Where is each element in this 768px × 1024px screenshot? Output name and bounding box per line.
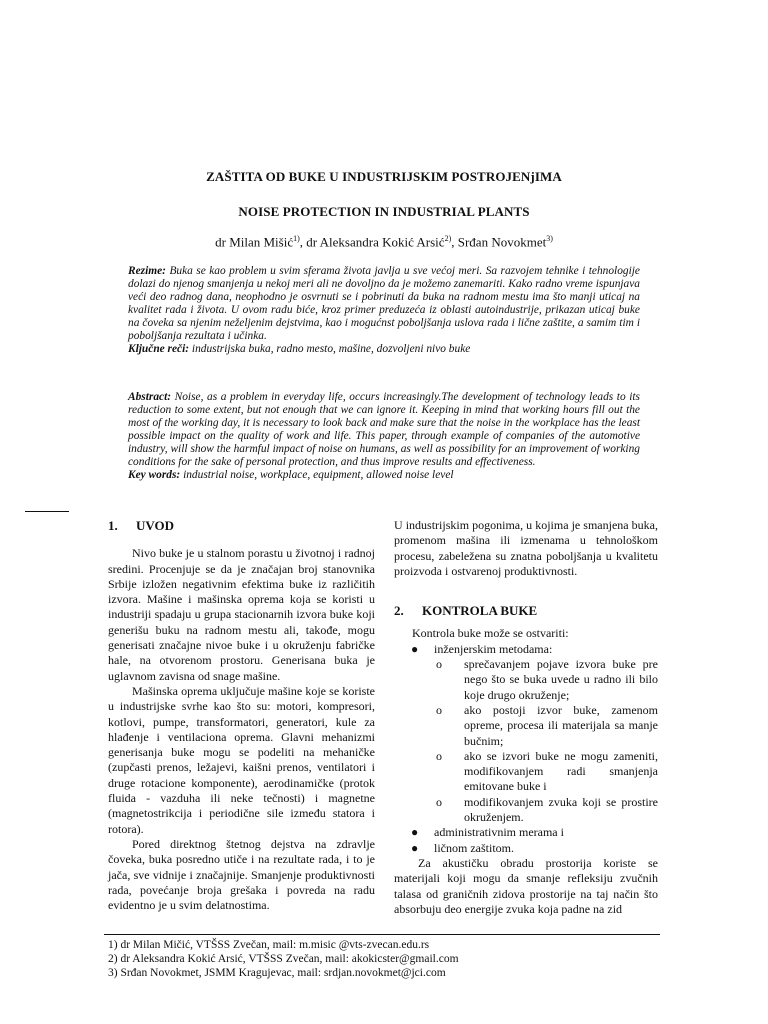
sub-list <box>438 657 658 825</box>
title-english: NOISE PROTECTION IN INDUSTRIAL PLANTS <box>238 204 530 219</box>
author-2: , dr Aleksandra Kokić Arsić <box>299 234 445 250</box>
right-column <box>394 518 658 917</box>
footnote-1: 1) dr Milan Mičić, VTŠSS Zvečan, mail: m.misic @vts-zvecan.edu.rs <box>108 939 430 951</box>
footnote-3: 3) Srđan Novokmet, JSMM Kragujevac, mail: srdjan.novokmet@jci.com <box>108 967 446 979</box>
intro-paragraph-2: Mašinska oprema uključuje mašine koje se koriste u industrijske svrhe kao što su: motori, kompresori, kotlovi, pumpe, transformatori, generatori, kule za hlađenje i ventilaciona oprema. Glavni mehanizmi generisanja buke mogu se podeliti na mehaničke (zupčasti prenos, ležajevi, kaišni prenos, ventilatori i druge rotacione komponente), aerodinamičke (protok fluida - vazduha ili neke tečnosti) i magnetne (magnetostrikcija i periodične sile između statora i rotora). <box>108 683 375 836</box>
sub-item-text: ako se izvori buke ne mogu zameniti, modifikovanjem radi smanjenja emitovane buke i <box>464 748 658 794</box>
author-1-note: 1) <box>293 234 300 243</box>
section-1-number: 1. <box>108 518 118 533</box>
circle-bullet-icon: o <box>436 702 442 717</box>
acoustic-paragraph: Za akustičku obradu prostorija koriste se materijali koji mogu da smanje refleksiju zvučnih talasa od graničnih zidova prostorije na taj način što absorbuju deo energije zvuka koja padne na zid <box>394 855 658 916</box>
section-1-heading <box>108 518 375 533</box>
sub-list-item <box>438 657 658 703</box>
bullet-1-text: inženjerskim metodama: <box>434 641 553 656</box>
rezime-text: Buka se kao problem u svim sferama života javlja u sve većoj meri. Sa razvojem tehnike i tehnologije dolazi do njenog smanjenja u nekoj meri ali ne dovoljno da je možemo zanemariti. Kako radno vreme ispunjava veći deo radnog dana, neophodno je osvrnuti se i pobrinuti da buka na radnom mestu ima što manji uticaj na kvalitet rada i života. U ovom radu biće, kroz primer preduzeća iz oblasti autoindustrije, prikazan uticaj buke na čoveka sa njenim neželjenim dejstvima, kao i mogućnst poboljšanja uslova rada i lične zaštite, a samim tim i poboljšanja rezultata i učinka. <box>128 265 640 342</box>
sub-list-item <box>438 749 658 795</box>
abstract-label: Abstract: <box>128 391 172 403</box>
author-3: , Srđan Novokmet <box>451 234 547 250</box>
sub-item-text: sprečavanjem pojave izvora buke pre nego što se buka uvede u radno ili bilo koje drugo okruženje; <box>464 657 658 702</box>
bullet-icon: ● <box>411 825 419 840</box>
author-1: dr Milan Mišić <box>215 234 294 250</box>
kontrola-list <box>394 642 658 856</box>
footnote-2: 2) dr Aleksandra Kokić Arsić, VTŠSS Zvečan, mail: akokicster@gmail.com <box>108 953 459 965</box>
intro-paragraph-3: Pored direktnog štetnog dejstva na zdravlje čoveka, buka posredno utiče i na rezultate rada, i to je jača, sve vidnije i značajnije. Smanjenje produktivnosti rada, povećanje broja grešaka i povreda na radu evidentno je u svim delatnostima. <box>108 836 375 913</box>
abstract-block <box>128 391 640 482</box>
intro-paragraph-1: Nivo buke je u stalnom porastu u životnoj i radnoj sredini. Procenjuje se da je značajan broj stanovnika Srbije izložen negativnim efektima buke iz različitih izvora. Mašine i mašinska oprema koja se koristi u industriji spadaju u grupa stacionarnih izvora buke koji generišu buku na radnom mestu ali, takođe, mogu generisati značajne nivoe buke i u okruženju fabričke hale, na otvorenom prostoru. Generisana buka je uglavnom zavisna od snage mašine. <box>108 546 375 683</box>
rezime-label: Rezime: <box>128 265 166 277</box>
abstract-text: Noise, as a problem in everyday life, occurs increasingly.The development of technology leads to its reduction to some extent, but not enough that we can ignore it. Keeping in mind that working hours fill out the most of the working day, it is necessary to look back and make sure that the noise in the workplace has the least possible impact on the quality of work and life. This paper, through example of companies of the automotive industry, will show the harmful impact of noise on humans, as well as possibility for an improvement of working conditions for the sake of personal protection, and thus improve results and effectiveness. <box>128 391 640 468</box>
list-item <box>394 841 658 856</box>
left-column <box>108 518 375 913</box>
margin-rule <box>25 511 69 512</box>
keywords-text: industrial noise, workplace, equipment, allowed noise level <box>180 469 454 481</box>
section-2-number: 2. <box>394 603 404 619</box>
section-1-title: UVOD <box>136 518 175 533</box>
bullet-icon: ● <box>411 840 419 855</box>
kljucne-text: industrijska buka, radno mesto, mašine, dozvoljeni nivo buke <box>189 343 471 355</box>
circle-bullet-icon: o <box>436 748 442 763</box>
sub-list-item <box>438 795 658 826</box>
section-2-title: KONTROLA BUKE <box>422 603 538 619</box>
list-item <box>394 825 658 840</box>
circle-bullet-icon: o <box>436 657 442 672</box>
author-3-note: 3) <box>546 234 553 243</box>
right-intro-paragraph: U industrijskim pogonima, u kojima je smanjena buka, promenom mašina ili izmenama u tehnološkom procesu, zabeležena su znatna poboljšanja u kvalitetu proizvoda i ostvarenoj produktivnosti. <box>394 518 658 578</box>
title-serbian: ZAŠTITA OD BUKE U INDUSTRIJSKIM POSTROJENjIMA <box>206 169 562 184</box>
bullet-icon: ● <box>411 641 419 656</box>
rezime-block <box>128 265 640 356</box>
sub-item-text: modifikovanjem zvuka koji se prostire okruženjem. <box>464 794 658 825</box>
kljucne-label: Ključne reči: <box>128 343 190 355</box>
list-item <box>394 642 658 826</box>
circle-bullet-icon: o <box>436 794 442 809</box>
authors-line <box>0 234 768 250</box>
bullet-3-text: ličnom zaštitom. <box>434 840 514 855</box>
kontrola-intro: Kontrola buke može se ostvariti: <box>412 626 569 641</box>
author-2-note: 2) <box>444 234 452 243</box>
sub-item-text: ako postoji izvor buke, zamenom opreme, procesa ili materijala sa manje bučnim; <box>464 702 658 748</box>
sub-list-item <box>438 703 658 749</box>
footnote-rule <box>104 934 660 935</box>
footnotes <box>108 938 668 980</box>
section-2-heading <box>394 603 658 618</box>
keywords-label: Key words: <box>128 469 181 481</box>
bullet-2-text: administrativnim merama i <box>434 825 564 840</box>
